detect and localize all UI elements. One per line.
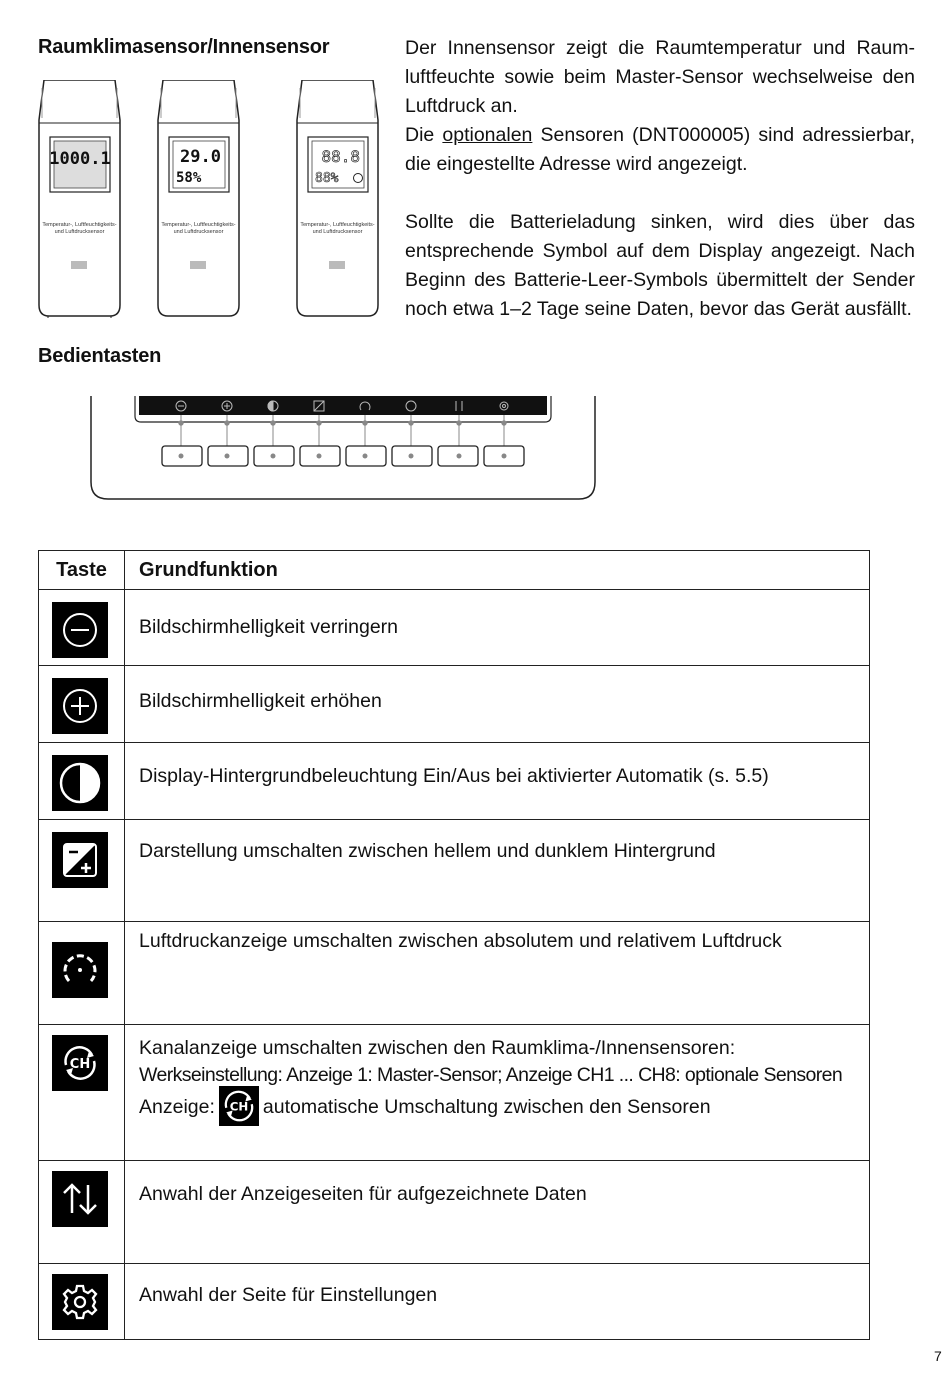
gear-icon (52, 1274, 108, 1330)
sensor-3-label: Temperatur-, Luftfeuchtigkeits- und Luftdrucksensor (300, 222, 375, 235)
table-row (39, 922, 870, 1025)
column-header-function: Grundfunktion (125, 551, 870, 590)
table-header-row (39, 551, 870, 590)
channel-auto-icon (219, 1086, 259, 1126)
sensor-image-1 (38, 80, 121, 318)
channel-line-1: Kanalanzeige umschalten zwischen den Raumklima-/Innensensoren: (139, 1037, 736, 1059)
buttons-heading: Bedientasten (38, 345, 162, 367)
button-function-table (38, 550, 870, 1340)
plus-icon (52, 678, 108, 734)
intro-paragraph-2: Die optionalen Sensoren (DNT000005) sind adressierbar, die eingestellte Adresse wird angezeigt. (405, 124, 915, 175)
gauge-icon (52, 942, 108, 998)
column-header-key: Taste (39, 551, 125, 590)
channel-icon (52, 1035, 108, 1091)
row-text-data-pages: Anwahl der Anzeigeseiten für aufgezeichnete Daten (125, 1161, 870, 1264)
sensor-2-display-sub: 58% (176, 170, 202, 186)
exposure-icon (52, 832, 108, 888)
optional-link-text: optionalen (442, 124, 533, 146)
sensor-2-label: Temperatur-, Luftfeuchtigkeits- und Luftdrucksensor (161, 222, 236, 235)
sensor-3-display-sub: 88% (315, 171, 339, 186)
table-row (39, 590, 870, 666)
intro-text (405, 34, 915, 324)
intro-paragraph-1: Der Innensensor zeigt die Raumtemperatur und Raumluftfeuchte sowie beim Master-Sensor wechselweise den Luftdruck an. (405, 37, 915, 117)
svg-text:CH: CH (69, 1057, 91, 1072)
table-row (39, 743, 870, 820)
sensor-image-3 (296, 80, 379, 318)
table-row (39, 1161, 870, 1264)
sensor-1-display-text: 1000.1 (49, 149, 111, 169)
row-text-air-pressure: Luftdruckanzeige umschalten zwischen absolutem und relativem Luftdruck (125, 922, 870, 1025)
table-row (39, 820, 870, 922)
row-text-backlight: Display-Hintergrundbeleuchtung Ein/Aus bei aktivierter Automatik (s. 5.5) (125, 743, 870, 820)
sensor-2-display-text: 29.0 (180, 147, 221, 167)
channel-line-3: Anzeige: CH automatische Umschaltung zwischen den Sensoren (139, 1088, 859, 1128)
intro-paragraph-3: Sollte die Batterieladung sinken, wird dies über das entsprechende Symbol auf dem Display angezeigt. Nach Beginn des Batterie-Leer-Symbols übermittelt der Sender noch etwa 1–2 Tage seine Daten, bevor das Gerät ausfällt. (405, 211, 915, 320)
button-panel-diagram (90, 396, 596, 500)
sensor-image-2 (157, 80, 240, 318)
sensor-3-display-text: 88.8 (321, 147, 360, 166)
row-text-channel (125, 1025, 870, 1161)
svg-text:CH: CH (229, 1099, 249, 1114)
row-text-settings: Anwahl der Seite für Einstellungen (125, 1264, 870, 1340)
minus-icon (52, 602, 108, 658)
channel-line-2: Werkseinstellung: Anzeige 1: Master-Sensor; Anzeige CH1 ... CH8: optionale Sensoren (139, 1063, 843, 1086)
table-row (39, 1264, 870, 1340)
sensor-1-label: Temperatur-, Luftfeuchtigkeits- und Luftdrucksensor (42, 222, 117, 235)
row-text-display-mode: Darstellung umschalten zwischen hellem und dunklem Hintergrund (125, 820, 870, 922)
table-row (39, 666, 870, 743)
table-row (39, 1025, 870, 1161)
row-text-decrease-brightness: Bildschirmhelligkeit verringern (125, 590, 870, 666)
contrast-icon (52, 755, 108, 811)
arrows-updown-icon (52, 1171, 108, 1227)
row-text-increase-brightness: Bildschirmhelligkeit erhöhen (125, 666, 870, 743)
sensor-heading: Raumklimasensor/Innensensor (38, 36, 330, 58)
page-number: 7 (934, 1348, 942, 1364)
